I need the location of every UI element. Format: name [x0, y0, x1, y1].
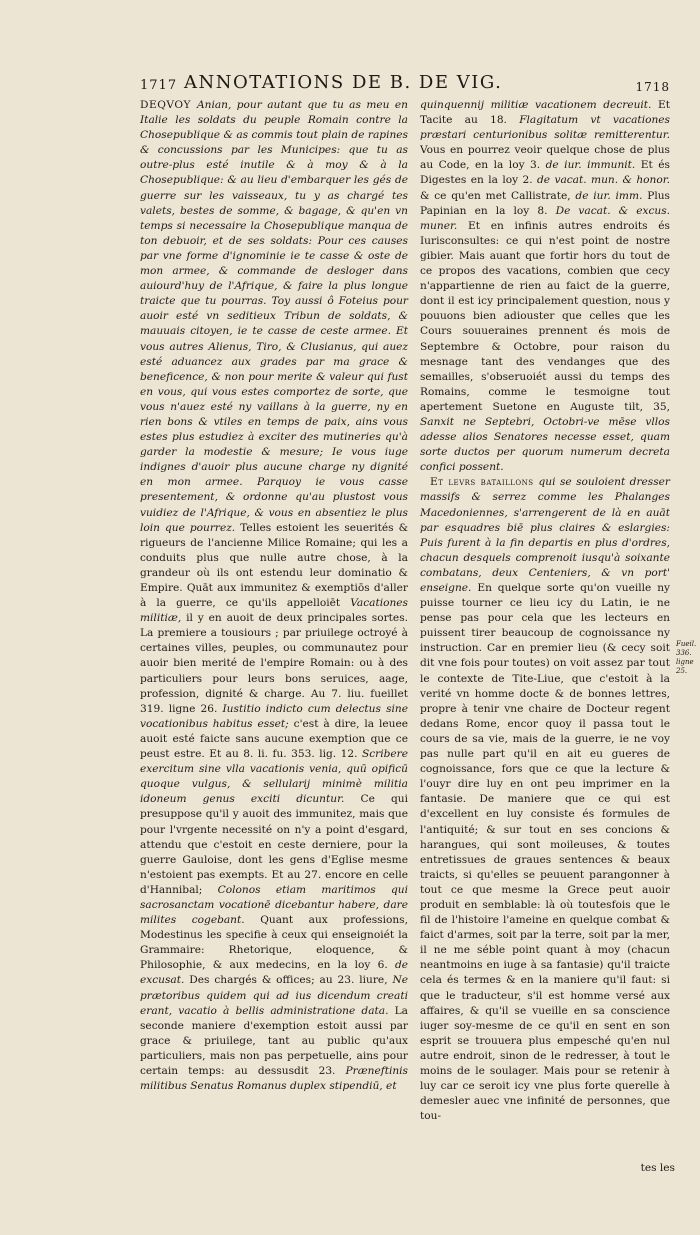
left-column-run: Des chargés & offices; au 23. liure,: [189, 974, 393, 987]
right-column-paragraph-1: [420, 98, 670, 475]
running-title: ANNOTATIONS DE B. DE VIG.: [184, 72, 503, 93]
left-column-run: La seconde maniere d'exemption estoit aussi par grace & priuilege, tant au public qu'aux particuliers, mais non pas perpetuelle, ains pour certain temps: au dessusdit 23.: [140, 1004, 408, 1077]
right-column-paragraph-2: [420, 475, 670, 1124]
right-column-p1-run: De vacat. & excus. muner.: [420, 204, 671, 232]
right-page-number: 1718: [635, 80, 670, 94]
right-column-p1-run: quinquennij militiæ vacationem decreuit.: [420, 99, 658, 111]
right-column-p1-run: Et és Digestes en la loy 2.: [420, 159, 670, 187]
left-column-run: Colonos etiam maritimos qui sacrosanctam vocationē dicebantur habere, dare milites cogebant.: [140, 883, 408, 927]
right-column-p2-run: qui se souloient dresser massifs & serrez comme les Phalanges Macedoniennes, s'arrengerent de là en auāt par esquadres biē plus claires & eslargies: Puis furent à la fin departis en plus d'ordres, chacun desquels comprenoit iusqu'à soixante combatans, deux Centeniers, & vn port' enseigne.: [420, 476, 670, 594]
left-column-run: Ne prætoribus quidem qui ad ius dicendum creati erant, vacatio à bellis administratione data.: [140, 974, 408, 1017]
right-column-p1-run: Plus Papinian en la loy 8.: [420, 189, 670, 217]
catchword: tes les: [640, 1162, 675, 1174]
right-column-p1-run: Vous en pourrez veoir quelque chose de plus au Code, en la loy 3.: [420, 144, 670, 172]
left-column-run: DEQVOY: [140, 99, 197, 111]
left-column-run: il y en auoit de deux principales sortes. La premiere a tousiours ; par priuilege octroyé à certaines villes, peuples, ou communautez pour auoir bien merité de l'empire Romain: ou à des particuliers pour leurs bons seruices, aage, profession, dignité & charge. Au 7. liu. fueillet 319. ligne 26.: [140, 612, 408, 715]
left-column-run: Scribere exercitum sine vlla vacationis venia, quū opificū quoque vulgus, & sellularij minimè militia idoneum genus exciti dicuntur.: [140, 748, 408, 806]
margin-note: Fueil. 336. ligne 25.: [676, 640, 697, 675]
right-column-p1-run: de iur. immunit.: [545, 159, 641, 172]
right-column-p1-run: Flagitatum vt vacationes præstari centurionibus solitæ remitterentur.: [420, 114, 670, 142]
left-column-run: Iustitio indicto cum delectus sine vocationibus habitus esset;: [140, 702, 408, 730]
left-column: [140, 98, 408, 1094]
right-column: [420, 98, 670, 1124]
left-column-run: Quant aux professions, Modestinus les specifie à ceux qui enseignoiét la Grammaire: Rhetorique, eloquence, & Philosophie, & aux medecins, en la loy 6.: [140, 914, 408, 972]
right-column-p1-run: de iur. imm.: [575, 189, 648, 202]
left-column-run: Ce qui presuppose qu'il y auoit des immunitez, mais que pour l'vrgente necessité on n'y a point d'esgard, attendu que c'estoit en ceste derniere, pour la guerre Gauloise, dont les gens d'Eglise mesme n'estoient pas exempts. Et au 27. encore en celle d'Hannibal;: [140, 793, 408, 896]
right-column-p1-run: & ce qu'en met Callistrate,: [420, 189, 576, 202]
right-column-p1-run: Et en infinis autres endroits és Iurisconsultes: ce qui n'est point de nostre gibier. Mais auant que fortir hors du tout de ce propos des vacations, combien que cecy n'appartienne de rien au faict de la guerre, dont il est icy principalement question, nous y pouuons bien adiouster que celles que les Cours souueraines prennent és mois de Septembre & Octobre, pour raison du mesnage tant des vendanges que des semailles, s'obseruoiét aussi du temps des Romains, comme le tesmoigne tout apertement Suetone en Auguste tilt, 35,: [420, 219, 670, 413]
running-header: [140, 72, 670, 96]
right-column-p1-run: Sanxit ne Septebri, Octobri-ve mēse vllos adesse alios Senatores necesse esset, quam sorte ductos per quorum numerum decreta confici possent.: [420, 415, 670, 474]
left-column-run: Præneftinis militibus Senatus Romanus duplex stipendiū, et: [140, 1065, 408, 1093]
left-column-text: [140, 98, 408, 1094]
left-column-run: Anian, pour autant que tu as meu en Italie les soldats du peuple Romain contre la Chosepublique & as commis tout plain de rapines & concussions par les Municipes: que tu as outre-plus esté inutile & à moy & à la Chosepublique: & au lieu d'embarquer les gés de guerre sur les vaisseaux, tu y as chargé tes valets, bestes de somme, & bagage, & qu'en vn temps si necessaire la Chosepublique manqua de ton debuoir, et de ses soldats: Pour ces causes par vne forme d'ignominie ie te casse & oste de mon armee, & commande de desloger dans auiourd'huy de l'Afrique, & faire la plus longue traicte que tu pourras. Toy aussi ô Foteius pour auoir esté vn seditieux Tribun de soldats, & mauuais citoyen, ie te casse de ceste armee. Et vous autres Alienus, Tiro, & Clusianus, qui auez esté aduancez aux grades par ma grace & beneficence, & non pour merite & valeur qui fust en vous, qui vous estes comportez de sorte, que vous n'auez esté ny vaillans à la guerre, ny en rien bons & vtiles en temps de paix, ains vous estes plus estudiez à exciter des mutineries qu'à garder la modestie & mesure; Ie vous iuge indignes d'auoir plus aucune charge ny dignité en mon armee. Parquoy ie vous casse presentement, & ordonne qu'au plustost vous vuidiez de l'Afrique, & vous en absentiez le plus loin que pourrez.: [140, 99, 408, 534]
left-column-run: de excusat.: [140, 959, 408, 987]
right-column-p1-run: de vacat. mun. & honor.: [537, 174, 670, 187]
left-column-run: Telles estoient les seuerités & rigueurs de l'ancienne Milice Romaine; qui les a conduits plus que nulle autre chose, à la grandeur où ils ont estendu leur dominatio & Empire. Quāt aux immunitez & exemptiōs d'aller à la guerre, ce qu'ils appelloiēt: [140, 521, 408, 610]
left-column-run: Vacationes militiæ,: [140, 597, 408, 625]
right-column-p1-run: Et Tacite au 18.: [420, 99, 670, 127]
right-column-p2-run: En quelque sorte qu'on vueille ny puisse tourner ce lieu icy du Latin, ie ne pense pas pour cela que les lecteurs en puissent tirer beaucoup de cognoissance ny instruction. Car en premier lieu (& cecy soit dit vne fois pour toutes) on voit assez par tout le contexte de Tite-Liue, que c'estoit à la verité vn homme docte & de bonnes lettres, propre à tenir vne chaire de Docteur regent dedans Rome, encor quoy il passa tout le cours de sa vie, mais de la guerre, ie ne voy pas nulle part qu'il en ait eu gueres de cognoissance, fors que ce que la lecture & l'ouyr dire luy en ont peu imprimer en la fantasie. De maniere que ce qui est d'excellent en luy consiste és formules de l'antiquité; & sur tout en ses concions & harangues, qui sont moileuses, & toutes entretissues de graues sentences & beaux traicts, si qu'elles se peuuent parangonner à tout ce que mesme la Grece peut auoir produit en semblable: là où toutesfois que le fil de l'histoire l'ameine en quelque combat & faict d'armes, soit par la terre, soit par la mer, il ne me séble point quant à moy (chacun neantmoins en iuge à sa fantasie) qu'il traicte cela és termes & en la maniere qu'il faut: si que le traducteur, s'il est homme versé aux affaires, & qu'il se vueille en sa conscience iuger soy-mesme de ce qu'il en sent en son esprit se trouuera plus empesché qu'en nul autre endroit, sinon de le redresser, à tout le moins de le soulager. Mais pour se retenir à luy car ce seroit icy vne plus forte querelle à demesler auec vne infinité de personnes, que tou-: [420, 582, 670, 1123]
left-column-run: c'est à dire, la leuee auoit esté faicte sans aucune exemption que ce peust estre. Et au 8. li. fu. 353. lig. 12.: [140, 717, 408, 761]
left-page-number: 1717: [140, 78, 178, 93]
right-column-p2-run: Et levrs bataillons: [430, 476, 539, 489]
